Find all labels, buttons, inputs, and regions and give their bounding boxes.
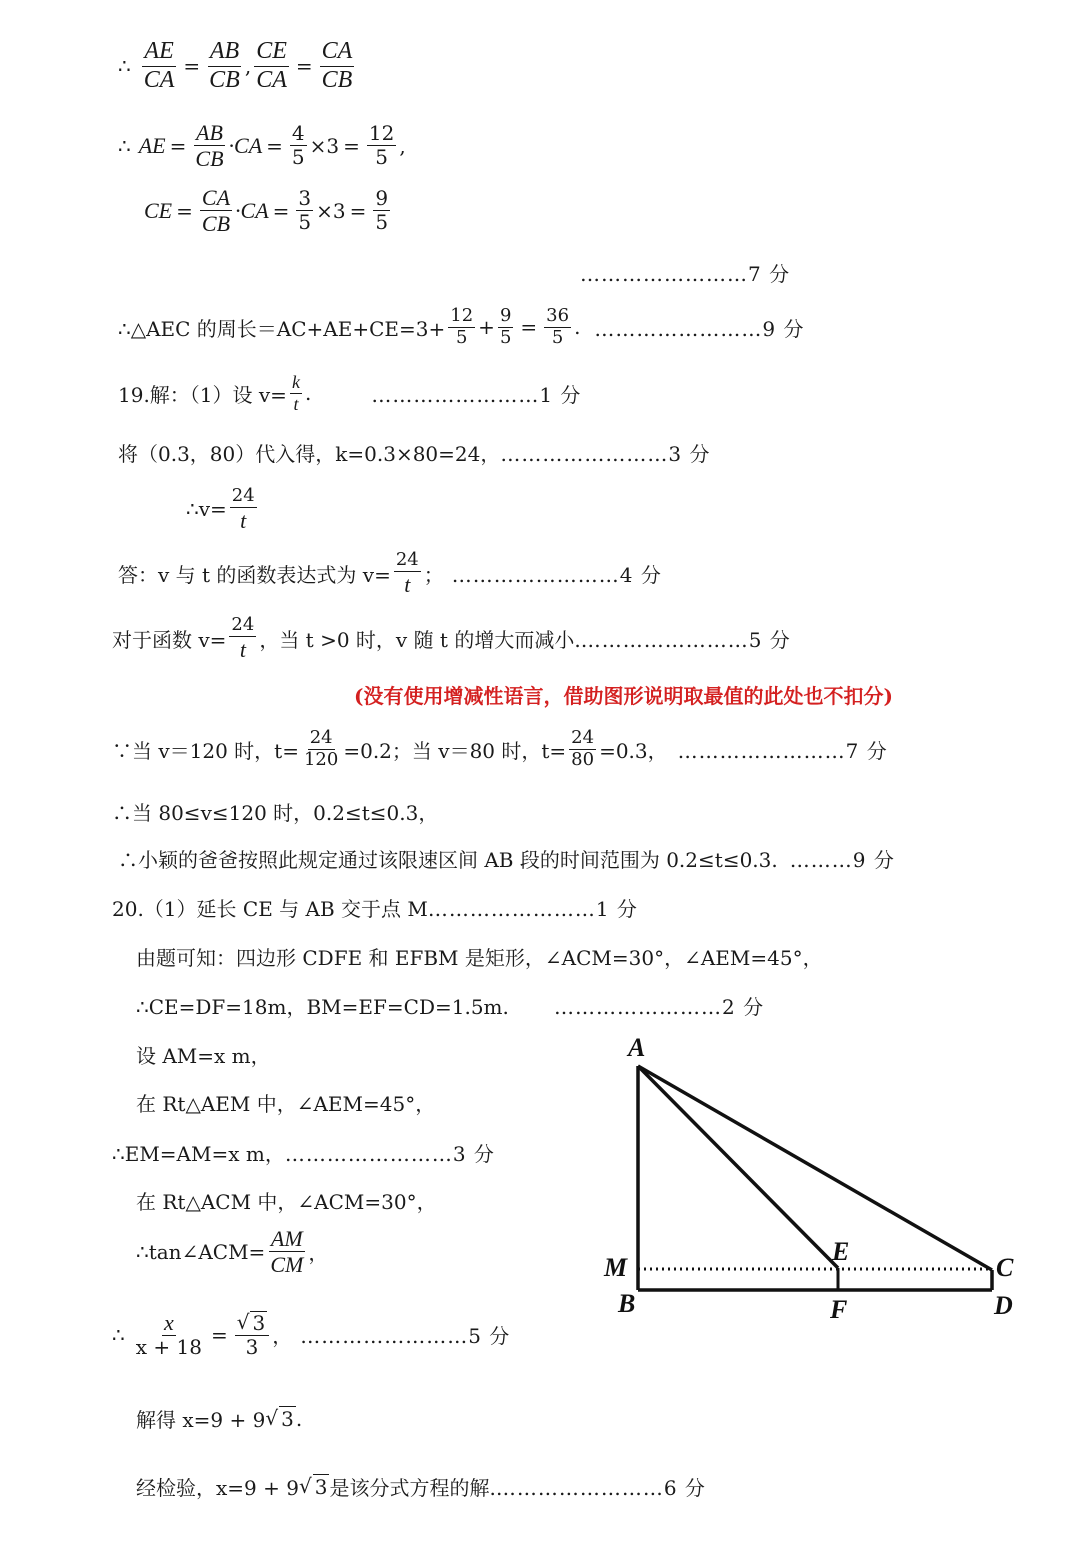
fraction-ab-cb: $\frac{AB}{CB}$	[209, 38, 240, 93]
fraction: $\frac{9}{5}$	[499, 305, 512, 348]
score-2: ……………………2 分	[554, 995, 765, 1019]
s19-line-4: 答：v 与 t 的函数表达式为 v= $\frac{24}{t}$ ； ……………………4 分	[118, 549, 662, 597]
fraction: $\frac{CA}{CB}$	[201, 185, 231, 237]
score-3: ……………………3 分	[500, 442, 711, 466]
score-6: ……………………6 分	[495, 1476, 706, 1500]
s19-line-8: ∴小颖的爸爸按照此规定通过该限速区间 AB 段的时间范围为 0.2≤t≤0.3. ………9 分	[118, 844, 895, 873]
segment-ac	[638, 1066, 992, 1270]
therefore-symbol: ∴	[118, 54, 131, 79]
s20-line-10: 解得 x=9 + 9 √ 3 .	[136, 1406, 303, 1432]
label-a: A	[628, 1033, 646, 1062]
label-d: D	[994, 1291, 1013, 1320]
s19-line-1: 19.解：（1）设 v= $\frac{k}{t}$ . ……………………1 分	[118, 372, 582, 414]
label-m: M	[604, 1253, 628, 1282]
s20-line-9: ∴ $\frac{x}{x + 18}$ = √ 3 3 ， ……………………5 分	[112, 1309, 511, 1360]
s20-line-11: 经检验，x=9 + 9 √ 3 是该分式方程的解. ……………………6 分	[136, 1474, 706, 1500]
score-1b: ……………………1 分	[427, 897, 638, 921]
s19-line-3: ∴v= $\frac{24}{t}$	[186, 485, 255, 533]
score-7b: ……………………7 分	[677, 738, 888, 763]
grading-note: (没有使用增减性语言，借助图形说明取最值的此处也不扣分)	[354, 684, 893, 708]
fraction: $\frac{24}{t}$	[395, 549, 419, 597]
score-5: ……………………5 分	[580, 627, 791, 652]
fraction: $\frac{12}{5}$	[368, 121, 395, 170]
s20-line-4: 设 AM=x m，	[136, 1044, 271, 1068]
s20-line-5: 在 Rt△AEM 中，∠AEM=45°，	[136, 1092, 436, 1116]
label-c: C	[996, 1253, 1014, 1282]
fraction: $\frac{24}{80}$	[571, 727, 595, 770]
fraction-ca-cb: $\frac{CA}{CB}$	[321, 38, 353, 93]
fraction: $\frac{9}{5}$	[375, 186, 389, 235]
s19-line-5: 对于函数 v= $\frac{24}{t}$ ，当 t >0 时，v 随 t 的增大而减小. ……………………5 分	[112, 614, 791, 662]
score-5b: ……………………5 分	[300, 1324, 511, 1349]
fraction: $\frac{24}{t}$	[231, 485, 255, 533]
s20-line-7: 在 Rt△ACM 中，∠ACM=30°，	[136, 1190, 437, 1214]
score-9b: ………9 分	[789, 848, 895, 872]
fraction-sqrt3-over-3: √ 3 3	[235, 1311, 269, 1359]
fraction: $\frac{4}{5}$	[291, 121, 305, 170]
sqrt: √ 3	[265, 1406, 294, 1431]
fraction-ae-ca: $\frac{AE}{CA}$	[143, 38, 175, 93]
fraction: $\frac{24}{120}$	[303, 727, 339, 770]
score-7: ……………………7 分	[580, 262, 791, 286]
fraction-ce-ca: $\frac{CE}{CA}$	[256, 38, 287, 93]
fraction: $\frac{k}{t}$	[291, 372, 300, 414]
s18-ae-line: ∴ AE = $\frac{AB}{CB}$ ·CA = $\frac{4}{5}$ ×3 = $\frac{12}{5}$ ,	[118, 120, 406, 172]
label-b: B	[618, 1289, 636, 1318]
s20-line-6: ∴EM=AM=x m， ……………………3 分	[112, 1138, 495, 1167]
fraction: $\frac{AB}{CB}$	[195, 120, 224, 172]
s19-line-2: 将（0.3，80）代入得，k=0.3×80=24， ……………………3 分	[118, 438, 710, 467]
segment-ae	[638, 1066, 838, 1268]
fraction: $\frac{AM}{CM}$	[270, 1226, 304, 1278]
geometry-figure	[598, 1032, 1038, 1332]
fraction: $\frac{36}{5}$	[546, 305, 570, 348]
fraction: $\frac{3}{5}$	[298, 186, 312, 235]
s19-line-6: ∵当 v＝120 时，t= $\frac{24}{120}$ =0.2；当 v＝80 时，t= $\frac{24}{80}$ =0.3， ……………………7 分	[112, 727, 888, 770]
fraction: $\frac{x}{x + 18}$	[135, 1310, 202, 1360]
label-e: E	[832, 1237, 850, 1266]
s18-perimeter-line: ∴△AEC 的周长＝AC+AE+CE=3+ $\frac{12}{5}$ + $\frac{9}{5}$ = $\frac{36}{5}$ . ……………………9 分	[118, 305, 805, 348]
fraction: $\frac{24}{t}$	[231, 614, 255, 662]
s20-line-1: 20.（1）延长 CE 与 AB 交于点 M ……………………1 分	[112, 893, 638, 922]
s20-line-2: 由题可知：四边形 CDFE 和 EFBM 是矩形，∠ACM=30°，∠AEM=45°，	[136, 946, 823, 970]
s18-ce-line: CE = $\frac{CA}{CB}$ ·CA = $\frac{3}{5}$ ×3 = $\frac{9}{5}$	[144, 185, 389, 237]
score-4: ……………………4 分	[451, 562, 662, 587]
s20-line-8: ∴tan∠ACM= $\frac{AM}{CM}$ ，	[136, 1226, 329, 1278]
sqrt: √ 3	[298, 1474, 328, 1499]
fraction: $\frac{12}{5}$	[450, 305, 474, 348]
label-f: F	[830, 1295, 848, 1324]
score-3b: ……………………3 分	[284, 1142, 495, 1166]
s19-line-7: ∴当 80≤v≤120 时，0.2≤t≤0.3，	[112, 801, 439, 825]
score-9: ……………………9 分	[594, 316, 805, 341]
score-1: ……………………1 分	[371, 382, 582, 407]
s20-line-3: ∴CE=DF=18m，BM=EF=CD=1.5m.	[136, 995, 509, 1019]
s18-ratio-line: ∴ $\frac{AE}{CA}$ = $\frac{AB}{CB}$ , $\frac{CE}{CA}$ = $\frac{CA}{CB}$	[118, 38, 353, 93]
